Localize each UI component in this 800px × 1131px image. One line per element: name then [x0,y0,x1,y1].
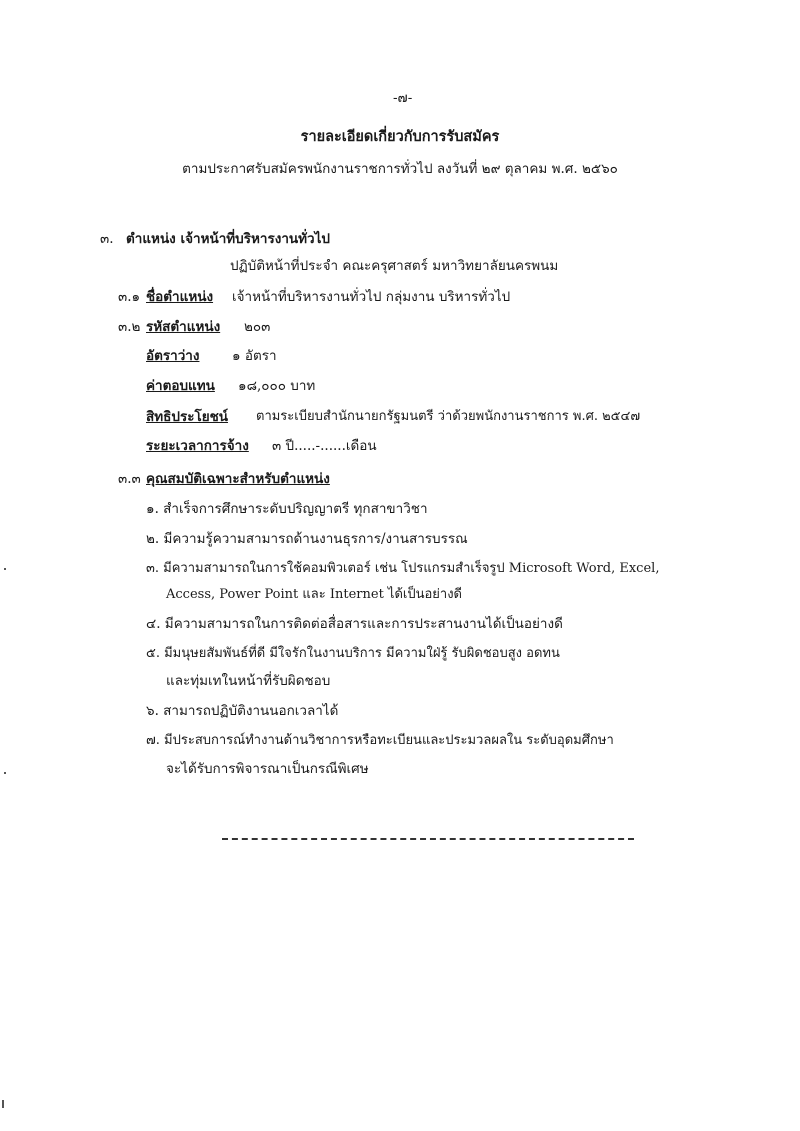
list-item: ๒. มีความรู้ความสามารถด้านงานธุรการ/งานสารบรรณ [146,531,468,547]
vacancy-label: อัตราว่าง [146,348,200,364]
list-item: ๕. มีมนุษยสัมพันธ์ที่ดี มีใจรักในงานบริการ มีความใฝ่รู้ รับผิดชอบสูง อดทน [146,646,560,661]
scan-speck [4,568,6,570]
list-item-continuation: Access, Power Point และ Internet ได้เป็นอย่างดี [166,587,462,602]
list-item: ๔. มีความสามารถในการติดต่อสื่อสารและการประสานงานได้เป็นอย่างดี [146,616,563,632]
section-duty-line: ปฏิบัติหน้าที่ประจำ คณะครุศาสตร์ มหาวิทยาลัยนครพนม [230,258,559,274]
position-code-number: ๓.๒ [118,319,141,335]
list-item-continuation: จะได้รับการพิจารณาเป็นกรณีพิเศษ [166,761,369,777]
list-item: ๓. มีความสามารถในการใช้คอมพิวเตอร์ เช่น โปรแกรมสำเร็จรูป Microsoft Word, Excel, [146,561,660,576]
salary-value: ๑๘,๐๐๐ บาท [238,378,316,394]
qualifications-number: ๓.๓ [118,471,141,487]
position-code-value: ๒๐๓ [244,319,271,335]
scan-speck [4,772,6,774]
page-number: -๗- [393,90,413,106]
document-subtitle: ตามประกาศรับสมัครพนักงานราชการทั่วไป ลงวันที่ ๒๙ ตุลาคม พ.ศ. ๒๕๖๐ [182,161,618,177]
position-code-label: รหัสตำแหน่ง [146,319,221,335]
employment-period-value: ๓ ปี.....-......เดือน [272,438,377,454]
qualifications-heading: คุณสมบัติเฉพาะสำหรับตำแหน่ง [146,471,330,487]
vacancy-value: ๑ อัตรา [232,348,277,364]
scan-speck [2,1100,4,1108]
position-name-number: ๓.๑ [118,289,141,305]
list-item-continuation: และทุ่มเทในหน้าที่รับผิดชอบ [166,673,331,689]
benefits-label: สิทธิประโยชน์ [146,409,229,425]
end-divider [222,838,634,840]
document-title: รายละเอียดเกี่ยวกับการรับสมัคร [300,128,500,145]
position-name-value: เจ้าหน้าที่บริหารงานทั่วไป กลุ่มงาน บริหารทั่วไป [232,289,511,305]
list-item: ๑. สำเร็จการศึกษาระดับปริญญาตรี ทุกสาขาวิชา [146,501,428,517]
employment-period-label: ระยะเวลาการจ้าง [146,438,249,454]
position-name-label: ชื่อตำแหน่ง [146,289,214,305]
benefits-value: ตามระเบียบสำนักนายกรัฐมนตรี ว่าด้วยพนักงานราชการ พ.ศ. ๒๕๔๗ [256,409,641,424]
section-number: ๓. [100,231,114,247]
list-item: ๗. มีประสบการณ์ทำงานด้านวิชาการหรือทะเบียนและประมวลผลใน ระดับอุดมศึกษา [146,733,614,748]
salary-label: ค่าตอบแทน [146,378,215,394]
section-heading: ตำแหน่ง เจ้าหน้าที่บริหารงานทั่วไป [126,231,330,247]
list-item: ๖. สามารถปฏิบัติงานนอกเวลาได้ [146,703,339,719]
